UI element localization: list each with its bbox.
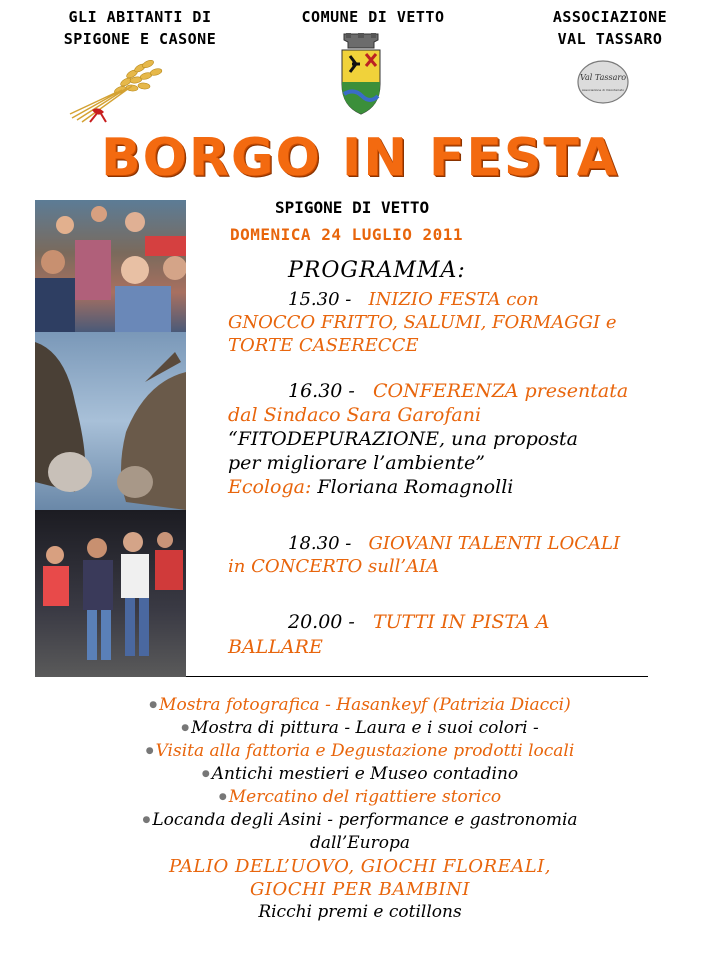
logo-text-line2: Associazione di Volontariato xyxy=(581,88,625,92)
conference-topic-line1: “FITODEPURAZIONE, una proposta xyxy=(228,428,578,450)
program-title: TUTTI IN PISTA A xyxy=(372,611,550,633)
photo-column xyxy=(35,200,186,677)
bullet-icon: ● xyxy=(218,792,227,802)
val-tassaro-logo-icon xyxy=(577,60,629,104)
logo-text-line1: Val Tassaro xyxy=(579,73,627,82)
program-item xyxy=(228,379,688,499)
bullet-icon: ● xyxy=(145,746,154,756)
extras-item: ● Antichi mestieri e Museo contadino xyxy=(201,764,519,784)
games-line1: PALIO DELL’UOVO, GIOCHI FLOREALI, xyxy=(168,856,552,877)
organizer-left-line2: SPIGONE E CASONE xyxy=(63,30,217,48)
program-title: INIZIO FESTA con xyxy=(368,289,539,310)
conference-topic-line2: per migliorare l’ambiente” xyxy=(228,452,485,474)
program-time: 20.00 - xyxy=(288,611,355,633)
speaker-role: Ecologa: xyxy=(228,476,312,498)
organizer-right-line1: ASSOCIAZIONE xyxy=(552,8,668,26)
extras-item: ● Locanda degli Asini - performance e gastronomia xyxy=(142,810,578,830)
program-heading: PROGRAMMA: xyxy=(288,258,466,283)
speaker-name: Floriana Romagnolli xyxy=(311,476,514,498)
program-time: 16.30 - xyxy=(288,380,355,402)
event-date: DOMENICA 24 LUGLIO 2011 xyxy=(230,225,464,244)
extras-item: dall’Europa xyxy=(309,833,411,853)
bullet-icon: ● xyxy=(201,769,210,779)
divider-line xyxy=(186,676,648,677)
photo-donkeys xyxy=(35,332,186,510)
organizer-right xyxy=(510,6,710,50)
program-detail: in CONCERTO sull’AIA xyxy=(228,556,440,577)
games-line2: GIOCHI PER BAMBINI xyxy=(250,879,470,900)
organizer-center: COMUNE DI VETTO xyxy=(301,8,445,26)
program-time: 18.30 - xyxy=(288,533,352,554)
program-detail: dal Sindaco Sara Garofani xyxy=(228,404,482,426)
event-title: BORGO IN FESTA xyxy=(100,128,619,188)
organizer-left-line1: GLI ABITANTI DI xyxy=(68,8,212,26)
extras-list xyxy=(40,694,680,924)
wheat-logo-icon xyxy=(62,58,172,128)
photo-crowd xyxy=(35,200,186,332)
program-item xyxy=(228,532,668,578)
program-detail: TORTE CASERECCE xyxy=(228,335,419,356)
photo-kids-dancing xyxy=(35,510,186,677)
extras-item: ● Mercatino del rigattiere storico xyxy=(218,787,502,807)
program-title: CONFERENZA presentata xyxy=(372,380,629,402)
program-title: GIOVANI TALENTI LOCALI xyxy=(368,533,621,554)
program-detail: BALLARE xyxy=(228,636,323,658)
bullet-icon: ● xyxy=(149,700,158,710)
organizer-right-line2: VAL TASSARO xyxy=(557,30,663,48)
program-time: 15.30 - xyxy=(288,289,352,310)
coat-of-arms-icon xyxy=(338,32,384,116)
program-item xyxy=(228,610,668,660)
prizes-line: Ricchi premi e cotillons xyxy=(258,902,462,922)
organizer-left xyxy=(40,6,240,50)
program-detail: GNOCCO FRITTO, SALUMI, FORMAGGI e xyxy=(228,312,617,333)
bullet-icon: ● xyxy=(142,815,151,825)
bullet-icon: ● xyxy=(181,723,190,733)
extras-item: ● Mostra fotografica - Hasankeyf (Patrizia Diacci) xyxy=(149,695,571,715)
extras-item: ● Mostra di pittura - Laura e i suoi colori - xyxy=(181,718,539,738)
program-item xyxy=(228,288,668,357)
extras-item: ● Visita alla fattoria e Degustazione prodotti locali xyxy=(145,741,575,761)
event-location: SPIGONE DI VETTO xyxy=(275,198,430,217)
